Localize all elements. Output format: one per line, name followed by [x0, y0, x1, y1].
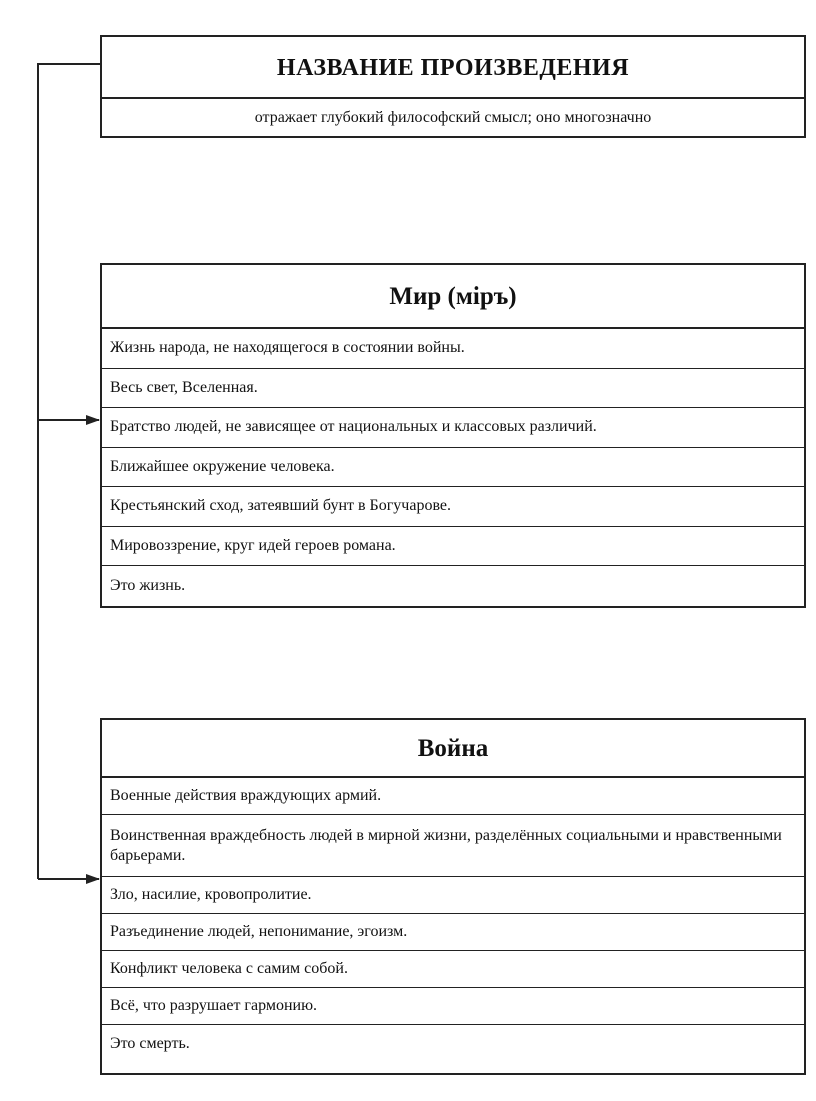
- mir-item: Братство людей, не зависящее от национальных и классовых различий.: [102, 408, 804, 448]
- voina-item: Это смерть.: [110, 1034, 190, 1052]
- voina-item: Военные действия враждующих армий.: [102, 778, 804, 815]
- voina-item: Всё, что разрушает гармонию.: [102, 988, 804, 1025]
- mir-item: Жизнь народа, не находящегося в состоянии войны.: [102, 329, 804, 369]
- mir-item: Это жизнь.: [110, 576, 186, 594]
- title-heading: НАЗВАНИЕ ПРОИЗВЕДЕНИЯ: [102, 37, 804, 99]
- title-box: [100, 35, 806, 138]
- voina-item: Конфликт человека с самим собой.: [102, 951, 804, 988]
- mir-box: [100, 263, 806, 608]
- voina-item: Разъединение людей, непонимание, эгоизм.: [102, 914, 804, 951]
- title-subtitle: отражает глубокий философский смысл; оно многозначно: [254, 109, 652, 126]
- voina-item: Воинственная враждебность людей в мирной жизни, разделённых социальными и нравственными барьерами.: [102, 815, 804, 877]
- connector-trunk: [38, 64, 100, 879]
- mir-item: Ближайшее окружение человека.: [102, 448, 804, 488]
- voina-box: [100, 718, 806, 1075]
- mir-item: Мировоззрение, круг идей героев романа.: [102, 527, 804, 567]
- mir-heading: Мир (міръ): [102, 265, 804, 329]
- voina-item: Зло, насилие, кровопролитие.: [102, 877, 804, 914]
- mir-item: Крестьянский сход, затеявший бунт в Богучарове.: [102, 487, 804, 527]
- mir-item: Весь свет, Вселенная.: [102, 369, 804, 409]
- voina-heading: Война: [102, 720, 804, 778]
